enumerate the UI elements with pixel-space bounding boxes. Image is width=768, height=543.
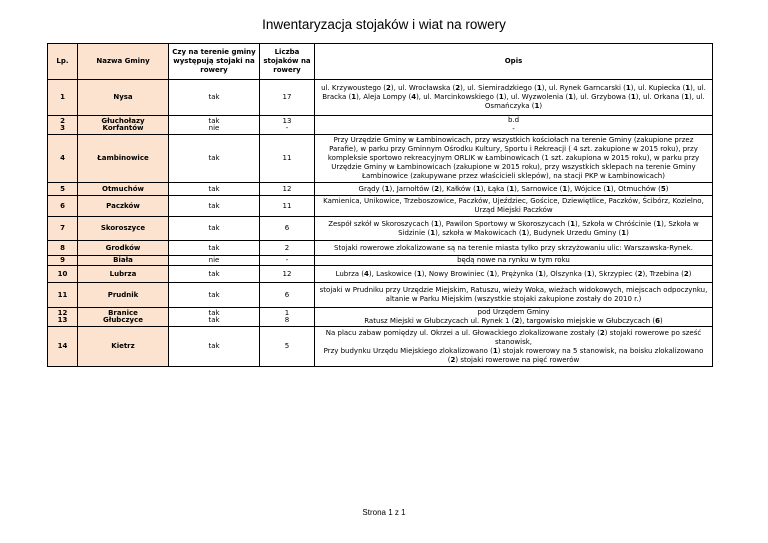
- table-body: [48, 80, 713, 367]
- cell-opis: Kamienica, Unikowice, Trzeboszowice, Paczków, Ujeździec, Gościce, Dziewiętlice, Paczków, Ścibórz, Kozielno, Urząd Miejski Paczków: [315, 196, 713, 217]
- cell-teren: tak tak: [169, 308, 260, 327]
- cell-opis: stojaki w Prudniku przy Urzędzie Miejskim, Ratuszu, wieży Woka, wieżach widokowych, miejscach odpoczynku, altanie w Parku Miejskim (wszystkie stojaki zakupione zostały do 2010 r.): [315, 283, 713, 308]
- cell-teren: tak: [169, 241, 260, 256]
- table-row: [48, 283, 713, 308]
- cell-lp: 11: [48, 283, 78, 308]
- cell-teren: tak: [169, 135, 260, 183]
- table-row: [48, 183, 713, 196]
- cell-teren: tak: [169, 327, 260, 367]
- table-row: [48, 241, 713, 256]
- cell-lp: 1: [48, 80, 78, 116]
- table-row: [48, 308, 713, 327]
- table-row: [48, 116, 713, 135]
- cell-opis: pod Urzędem Gminy Ratusz Miejski w Głubczycach ul. Rynek 1 (2), targowisko miejskie w Głubczycach (6): [315, 308, 713, 327]
- cell-gmina: Nysa: [78, 80, 169, 116]
- cell-lp: 4: [48, 135, 78, 183]
- cell-lp: 6: [48, 196, 78, 217]
- table-row: [48, 80, 713, 116]
- header-opis: Opis: [315, 44, 713, 80]
- cell-gmina: Prudnik: [78, 283, 169, 308]
- header-gmina: Nazwa Gminy: [78, 44, 169, 80]
- cell-liczba: 6: [260, 217, 315, 241]
- cell-teren: tak: [169, 196, 260, 217]
- cell-liczba: 17: [260, 80, 315, 116]
- cell-gmina: Paczków: [78, 196, 169, 217]
- cell-liczba: 11: [260, 135, 315, 183]
- table-row: [48, 217, 713, 241]
- cell-liczba: 13 -: [260, 116, 315, 135]
- cell-opis: Grądy (1), Jarnołtów (2), Kałków (1), Łąka (1), Sarnowice (1), Wójcice (1), Otmuchów (5): [315, 183, 713, 196]
- header-lp: Lp.: [48, 44, 78, 80]
- cell-lp: 2 3: [48, 116, 78, 135]
- cell-liczba: 1 8: [260, 308, 315, 327]
- table-row: [48, 135, 713, 183]
- cell-gmina: Biała: [78, 256, 169, 266]
- table-header-row: [48, 44, 713, 80]
- cell-liczba: 12: [260, 266, 315, 283]
- cell-lp: 7: [48, 217, 78, 241]
- cell-teren: tak: [169, 183, 260, 196]
- cell-opis: będą nowe na rynku w tym roku: [315, 256, 713, 266]
- cell-lp: 14: [48, 327, 78, 367]
- cell-gmina: Głuchołazy Korfantów: [78, 116, 169, 135]
- cell-teren: tak: [169, 217, 260, 241]
- table-row: [48, 196, 713, 217]
- header-liczba: Liczba stojaków na rowery: [260, 44, 315, 80]
- cell-lp: 9: [48, 256, 78, 266]
- cell-liczba: -: [260, 256, 315, 266]
- cell-teren: tak: [169, 266, 260, 283]
- cell-gmina: Otmuchów: [78, 183, 169, 196]
- cell-opis: Na placu zabaw pomiędzy ul. Okrzei a ul. Głowackiego zlokalizowane zostały (2) stojaki rowerowe po sześć stanowisk, Przy budynku Urzędu Miejskiego zlokalizowano (1) stojak rowerowy na 5 stanowisk, na boisku zlokalizowano (2) stojaki rowerowe na pięć rowerów: [315, 327, 713, 367]
- table-row: [48, 327, 713, 367]
- cell-teren: tak: [169, 283, 260, 308]
- cell-lp: 5: [48, 183, 78, 196]
- header-teren: Czy na terenie gminy występują stojaki na rowery: [169, 44, 260, 80]
- cell-gmina: Grodków: [78, 241, 169, 256]
- cell-gmina: Branice Głubczyce: [78, 308, 169, 327]
- cell-opis: Lubrza (4), Laskowice (1), Nowy Browiniec (1), Prężynka (1), Olszynka (1), Skrzypiec (2), Trzebina (2): [315, 266, 713, 283]
- cell-liczba: 11: [260, 196, 315, 217]
- cell-teren: tak nie: [169, 116, 260, 135]
- cell-opis: Zespół szkół w Skoroszycach (1), Pawilon Sportowy w Skoroszycach (1), Szkoła w Chróścinie (1), Szkoła w Sidzinie (1), szkoła w Makowicach (1), Budynek Urzedu Gminy (1): [315, 217, 713, 241]
- cell-opis: Przy Urzędzie Gminy w Łambinowicach, przy wszystkich kościołach na terenie Gminy (zakupione przez Parafie), w parku przy Gminnym Ośrodku Kultury, Sportu i Rekreacji ( 4 szt. zakupione w 2015 roku), przy kompleksie sportowo rekreacyjnym ORLIK w Łambinowicach (1 szt. zakupiona w 2015 roku), w parku przy Urzędzie Gminy w Łambinowicach (zakupione w 2015 roku), przy wszystkich sklepach na terenie Gminy Łambinowice (zakupywane przez właścicieli sklepów), na stacji PKP w Łambinowicach): [315, 135, 713, 183]
- cell-liczba: 6: [260, 283, 315, 308]
- cell-liczba: 5: [260, 327, 315, 367]
- cell-gmina: Skoroszyce: [78, 217, 169, 241]
- cell-lp: 12 13: [48, 308, 78, 327]
- cell-gmina: Lubrza: [78, 266, 169, 283]
- cell-lp: 10: [48, 266, 78, 283]
- table-row: [48, 266, 713, 283]
- cell-liczba: 12: [260, 183, 315, 196]
- document-title: Inwentaryzacja stojaków i wiat na rowery: [262, 17, 506, 32]
- cell-opis: Stojaki rowerowe zlokalizowane są na terenie miasta tylko przy skrzyżowaniu ulic: Warszawska-Rynek.: [315, 241, 713, 256]
- cell-teren: tak: [169, 80, 260, 116]
- cell-teren: nie: [169, 256, 260, 266]
- table-row: [48, 256, 713, 266]
- cell-liczba: 2: [260, 241, 315, 256]
- cell-lp: 8: [48, 241, 78, 256]
- cell-opis: b.d -: [315, 116, 713, 135]
- cell-opis: ul. Krzywoustego (2), ul. Wrocławska (2), ul. Siemiradzkiego (1), ul. Rynek Garncarski (1), ul. Kupiecka (1), ul. Bracka (1), Aleja Lompy (4), ul. Marcinkowskiego (1), ul. Wyzwolenia (1), ul. Grzybowa (1), ul. Orkana (1), ul. Osmańczyka (1): [315, 80, 713, 116]
- cell-gmina: Łambinowice: [78, 135, 169, 183]
- page-footer: Strona 1 z 1: [362, 508, 406, 517]
- cell-gmina: Kietrz: [78, 327, 169, 367]
- inventory-table: [47, 43, 713, 367]
